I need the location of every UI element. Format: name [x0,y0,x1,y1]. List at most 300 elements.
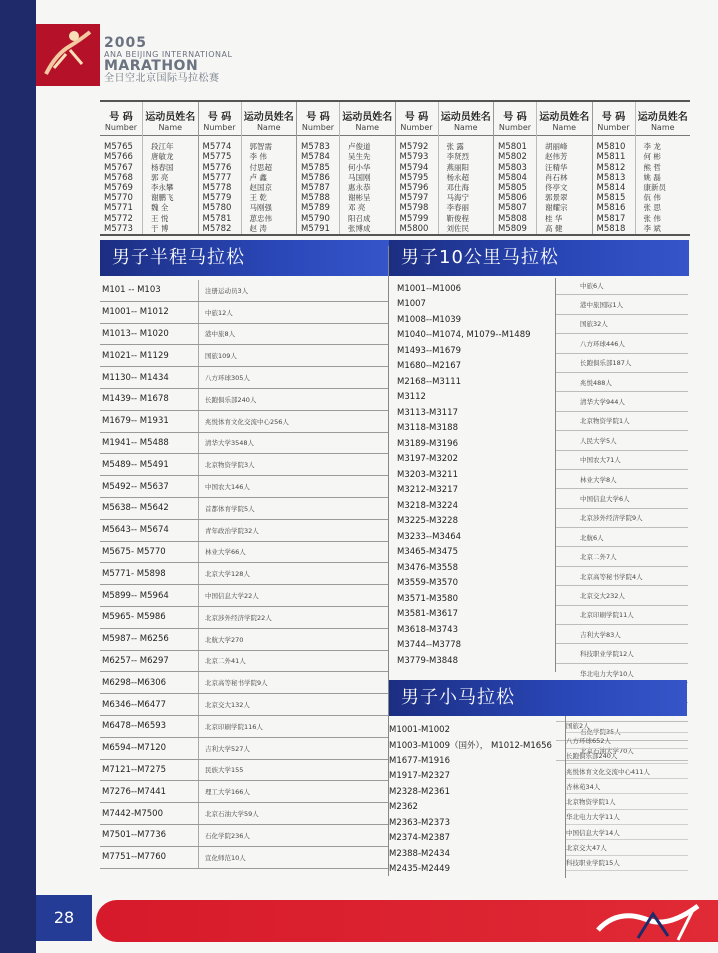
bib-number-header [199,102,241,136]
number-header-en: Number [400,123,433,132]
name-header-en: Name [453,123,478,132]
runner-logo-icon [36,24,100,86]
ten-km-bib-range-row [389,653,555,669]
bib-number-column [494,102,537,234]
ten-km-bib-range-row [389,421,555,437]
ten-km-group-name: 北京物资学院1人 [580,417,630,426]
ten-km-bib-range-row [389,312,555,328]
group-name: 中国信息大学22人 [198,585,259,606]
group-name: 港中旅8人 [198,324,235,345]
ten-km-group-name: 中国信息大学6人 [580,494,630,503]
ten-km-bib-range-row [389,638,555,654]
mini-group-name: 杏林苑34人 [566,782,601,791]
ten-km-bib-range-row [389,529,555,545]
event-year: 2005 [104,35,147,51]
mini-group-name: 北京物资学院1人 [566,798,616,807]
half-marathon-row [100,672,388,694]
ten-km-bib-range: M3233--M3464 [397,531,462,542]
ten-km-group-name-row [556,334,688,353]
bib-range: M5965- M5986 [102,612,166,623]
half-marathon-row [100,803,388,825]
mini-group-name-row [566,825,688,840]
mini-bib-range-row [389,800,565,816]
mini-group-name-row [566,810,688,825]
mini-bib-range-row [389,753,565,769]
bib-group [100,102,199,234]
group-name: 首都体育学院5人 [198,498,255,519]
runner-name-column [242,102,297,234]
runner-name-column [143,102,198,234]
mini-group-name: 科技职业学院15人 [566,859,620,868]
ten-km-group-name-row [556,451,688,470]
half-marathon-list [100,280,388,869]
number-header-cn: 号 码 [601,112,626,123]
ten-km-group-name: 吉利大学83人 [580,630,621,639]
ten-km-bib-range: M1680--M2167 [397,361,462,372]
half-marathon-row [100,280,388,302]
half-marathon-row [100,324,388,346]
mini-bib-range-row [389,831,565,847]
half-marathon-row [100,302,388,324]
ten-km-group-name-row [556,431,688,450]
bib-group [593,102,691,234]
mini-group-name-row [566,718,688,733]
event-marathon: MARATHON [104,58,199,75]
mini-group-name-row [566,733,688,748]
ten-km-group-name-row [556,315,688,334]
ten-km-bib-range: M3225-M3228 [397,516,458,527]
ten-km-bib-range-row [389,467,555,483]
ten-km-group-name: 北京印刷学院11人 [580,611,634,620]
ten-km-bib-range-row [389,514,555,530]
bib-range: M7276--M7441 [102,786,167,797]
runner-name-header [636,102,691,136]
name-header-en: Name [552,123,577,132]
bib-number-header [100,102,142,136]
bib-number-column [100,102,143,234]
ten-km-bib-range-row [389,498,555,514]
half-marathon-row [100,651,388,673]
ten-km-bib-range-row [389,281,555,297]
bib-range: M5675- M5770 [102,546,166,557]
bib-group [297,102,396,234]
bib-range: M5489-- M5491 [102,459,169,470]
ten-km-group-name: 中国农大71人 [580,456,621,465]
ten-km-group-name: 长跑俱乐部187人 [580,359,632,368]
group-name: 北京涉外经济学院22人 [198,607,272,628]
bib-range: M5771- M5898 [102,568,166,579]
number-header-cn: 号 码 [404,112,429,123]
bib-number-column [199,102,242,234]
bib-range: M1001-- M1012 [102,307,169,318]
ten-km-group-name-row [556,489,688,508]
ten-km-bib-range: M3118-M3188 [397,423,458,434]
ten-km-bib-range: M3189-M3196 [397,438,458,449]
event-title-block [104,36,232,84]
group-name: 林业大学66人 [198,542,246,563]
ten-km-group-name-row [556,412,688,431]
mini-group-name: 北京交大47人 [566,844,607,853]
name-header-cn: 运动员姓名 [440,112,491,123]
bib-range: M5987-- M6256 [102,634,169,645]
group-name: 石化学院236人 [198,825,250,846]
half-marathon-row [100,694,388,716]
bib-range: M1941-- M5488 [102,437,169,448]
group-name: 北京物资学院3人 [198,454,255,475]
number-header-cn: 号 码 [109,112,133,123]
mini-marathon-code-list [389,722,565,877]
mini-bib-range-row [389,722,565,738]
ten-km-bib-range: M3571-M3580 [397,593,458,604]
ten-km-bib-range: M3744--M3778 [397,640,462,651]
ten-km-bib-range: M3618-M3743 [397,624,458,635]
mini-marathon-title: 男子小马拉松 [401,687,515,708]
group-name: 注册运动员3人 [198,280,248,301]
event-name-en: ANA BEIJING INTERNATIONAL [104,49,233,59]
mini-group-name-row [566,764,688,779]
ten-km-bib-range-row [389,483,555,499]
bib-number-header [297,102,339,136]
ten-km-bib-range-row [389,374,555,390]
mini-group-name: 长跑俱乐部240人 [566,752,618,761]
ten-km-group-name-row [556,547,688,566]
group-name: 宣化师范10人 [198,847,246,868]
name-header-cn: 运动员姓名 [539,112,590,123]
ten-km-group-name-row [556,606,688,625]
mini-group-name-row [566,779,688,794]
ten-km-group-name: 清华大学944人 [580,398,625,407]
mini-group-name: 国旅2人 [566,721,590,730]
ten-km-bib-range: M3197-M3202 [397,454,458,465]
mini-bib-range-row [389,738,565,754]
bib-range: M6594--M7120 [102,743,167,754]
mini-bib-range: M1677-M1916 [389,755,450,766]
number-header-cn: 号 码 [306,112,330,123]
half-marathon-row [100,825,388,847]
bib-number-list: M5765 M5766 M5767 M5768 M5769 M5770 M5771 M5772 M5773 [104,142,133,234]
bib-number-table [100,100,690,236]
event-name-cn: 全日空北京国际马拉松赛 [104,72,220,84]
name-header-en: Name [158,123,183,132]
half-marathon-row [100,476,388,498]
bib-number-header [494,102,536,136]
bib-range: M1130-- M1434 [102,372,169,383]
ten-km-group-name: 人民大学5人 [580,436,617,445]
group-name: 吉利大学527人 [198,738,250,759]
ten-km-bib-range-row [389,436,555,452]
ten-km-group-name: 北京二外7人 [580,553,617,562]
ten-km-bib-range: M3212-M3217 [397,485,458,496]
mini-group-name: 华北电力大学11人 [566,813,620,822]
ten-km-bib-range: M2168--M3111 [397,376,462,387]
half-marathon-row [100,585,388,607]
ten-km-group-name-row [556,354,688,373]
bib-range: M5643-- M5674 [102,525,169,536]
ten-km-bib-range-row [389,622,555,638]
bib-number-header [593,102,635,136]
ten-km-group-name: 北京石油大学70人 [580,747,634,756]
mini-bib-range: M2435-M2449 [389,864,450,875]
mini-bib-range: M2362 [389,802,418,813]
group-name: 国旅109人 [198,345,237,366]
mini-bib-range: M1917-M2327 [389,771,450,782]
group-name: 北京大学128人 [198,563,250,584]
half-marathon-row [100,367,388,389]
runner-name-list: 郭智需 李 伟 付思超 卢 鑫 赵国京 王 乾 马刚强 葸忠伟 赵 涛 [249,142,272,233]
group-name: 中国农大146人 [198,476,250,497]
bib-range: M6298--M6306 [102,677,167,688]
ten-km-group-name-row [556,644,688,663]
ten-km-bib-range: M1008--M1039 [397,314,462,325]
mini-group-name: 八方环球652人 [566,736,611,745]
footer-red-band [96,900,718,942]
bib-number-column [593,102,636,234]
ten-km-bib-range: M1040--M1074, M1079--M1489 [397,330,531,341]
half-marathon-row [100,454,388,476]
runner-name-column [636,102,691,234]
ten-km-bib-range: M3218-M3224 [397,500,458,511]
runner-name-list: 段江年 唐敏龙 杨春国 郭 亮 李永攀 谢鹏飞 魏 全 王 悦 于 博 [151,142,174,233]
bib-number-list: M5774 M5775 M5776 M5777 M5778 M5779 M5780 M5781 M5782 [202,142,232,234]
ten-km-bib-range: M3113-M3117 [397,407,458,418]
ten-km-group-name: 北京高等秘书学院4人 [580,572,643,581]
group-name: 北京二外41人 [198,651,246,672]
bib-range: M1679-- M1931 [102,416,169,427]
group-name: 兆悦体育文化交流中心256人 [198,411,289,432]
mini-bib-range: M2388-M2434 [389,848,450,859]
group-name: 北京交大132人 [198,694,250,715]
ten-km-bib-range-row [389,452,555,468]
ten-km-group-name: 国旅32人 [580,320,608,329]
bib-number-list: M5810 M5811 M5812 M5813 M5814 M5815 M5816 M5817 M5818 [596,142,626,234]
runner-name-list: 张 露 李贤烈 燕丽阳 杨永超 邓仕海 马海宁 李春丽 靳俊程 刘佐民 [446,142,469,233]
group-name: 理工大学166人 [198,781,250,802]
runner-name-column [537,102,592,234]
half-marathon-row [100,433,388,455]
number-header-cn: 号 码 [207,112,232,123]
mini-bib-range: M2363-M2373 [389,817,450,828]
name-header-cn: 运动员姓名 [243,112,294,123]
ten-km-bib-range-row [389,405,555,421]
mini-marathon-title-bar [389,680,687,716]
half-marathon-row [100,411,388,433]
ten-km-group-name-row [556,509,688,528]
half-marathon-row [100,520,388,542]
mini-bib-range-row [389,784,565,800]
ten-km-group-name-row [556,276,688,295]
runner-name-list: 李 龙 何 彬 熊 哲 姚 磊 康新员 佤 伟 张 思 张 伟 李 斌 [643,142,666,233]
group-name: 八方环球305人 [198,367,250,388]
ten-km-group-name-row [556,295,688,314]
name-header-cn: 运动员姓名 [342,112,393,123]
bib-range: M6257-- M6297 [102,655,169,666]
name-header-en: Name [256,123,281,132]
ten-km-bib-range-row [389,607,555,623]
mini-bib-range: M1003-M1009（国外）， M1012-M1656 [389,741,552,752]
half-marathon-row [100,389,388,411]
half-marathon-row [100,607,388,629]
half-marathon-title: 男子半程马拉松 [112,247,245,268]
bib-number-header [396,102,438,136]
number-header-en: Number [203,123,236,132]
ten-km-group-name-row [556,586,688,605]
ten-km-group-name: 华北电力大学10人 [580,669,634,678]
mini-marathon-group-list [566,718,688,871]
group-name: 清华大学3548人 [198,433,254,454]
ten-km-group-name: 兆悦488人 [580,378,612,387]
ten-km-group-name: 林业大学8人 [580,475,617,484]
bib-group [199,102,298,234]
ten-km-bib-range: M1493--M1679 [397,345,462,356]
mini-bib-range-row [389,862,565,878]
ten-km-group-name: 八方环球446人 [580,339,625,348]
half-marathon-row [100,760,388,782]
ten-km-bib-range: M3779-M3848 [397,655,458,666]
runner-name-header [537,102,592,136]
runner-name-list: 卢俊道 吴生先 何小华 马国刚 惠永恭 谢彬呈 邓 亮 阳召成 张博成 [348,142,371,233]
bib-number-column [297,102,340,234]
half-marathon-row [100,542,388,564]
bib-range: M1439-- M1678 [102,394,169,405]
mini-group-name: 兆悦体育文化交流中心411人 [566,767,650,776]
group-name: 北京石油大学59人 [198,803,259,824]
ten-km-bib-range: M1001--M1006 [397,283,462,294]
half-marathon-row [100,498,388,520]
ten-km-group-name-row [556,528,688,547]
ten-km-group-name-row [556,470,688,489]
mini-bib-range: M2328-M2361 [389,786,450,797]
ten-km-code-list [389,281,555,669]
ten-km-group-name: 石化学院35人 [580,727,621,736]
runner-name-header [439,102,494,136]
half-marathon-row [100,738,388,760]
bib-number-list: M5801 M5802 M5803 M5804 M5805 M5806 M5807 M5808 M5809 [498,142,527,234]
number-header-en: Number [597,123,630,132]
mini-group-name-row [566,794,688,809]
mini-bib-range: M2374-M2387 [389,833,450,844]
ten-km-bib-range-row [389,545,555,561]
mini-group-name-row [566,749,688,764]
half-marathon-title-bar [100,240,390,276]
ten-km-group-name-row [556,373,688,392]
runner-name-column [340,102,395,234]
ten-km-bib-range-row [389,576,555,592]
group-name: 北京高等秘书学院9人 [198,672,268,693]
ten-km-group-name: 北京涉外经济学院9人 [580,514,643,523]
half-marathon-row [100,629,388,651]
left-edge-strip [0,0,36,953]
mini-bib-range-row [389,815,565,831]
half-marathon-row [100,781,388,803]
bib-range: M7121--M7275 [102,764,167,775]
bib-range: M6346--M6477 [102,699,167,710]
runner-name-list: 胡丽峰 赵伟芳 汪精华 肖石林 佟亭文 郭景翠 谢耀宗 桂 华 高 健 [545,142,568,233]
bib-range: M6478--M6593 [102,721,167,732]
ten-km-group-name-row [556,625,688,644]
half-marathon-row [100,345,388,367]
mini-group-name: 中国信息大学14人 [566,828,620,837]
bib-range: M7751--M7760 [102,852,167,863]
ten-km-group-name: 北航6人 [580,533,604,542]
mini-group-name-row [566,856,688,871]
bib-range: M1013-- M1020 [102,328,169,339]
ten-km-bib-range-row [389,343,555,359]
runner-name-column [439,102,494,234]
bib-range: M5492-- M5637 [102,481,169,492]
bib-group [494,102,593,234]
bib-number-list: M5792 M5793 M5794 M5795 M5796 M5797 M5798 M5799 M5800 [399,142,429,234]
ten-km-bib-range: M3476-M3558 [397,562,458,573]
footer-swoosh-icon [578,900,718,942]
half-marathon-row [100,716,388,738]
name-header-en: Name [650,123,675,132]
group-name: 北航大学270 [198,629,243,650]
marathon-logo [36,24,100,86]
ten-km-group-name: 北京交大232人 [580,591,625,600]
group-name: 中旅12人 [198,302,233,323]
group-name: 民族大学155 [198,760,243,781]
mini-bib-range: M1001-M1002 [389,724,450,735]
ten-km-title-bar [389,240,689,276]
half-marathon-row [100,563,388,585]
number-header-en: Number [498,123,532,132]
number-header-en: Number [104,123,138,132]
ten-km-title: 男子10公里马拉松 [401,247,559,268]
ten-km-group-name: 科技职业学院12人 [580,650,634,659]
bib-range: M7501--M7736 [102,830,167,841]
group-name: 长跑俱乐部240人 [198,389,256,410]
group-name: 青年政治学院32人 [198,520,259,541]
half-marathon-row [100,847,388,869]
ten-km-bib-range: M1007 [397,299,426,310]
mini-bib-range-row [389,846,565,862]
mini-group-name-row [566,840,688,855]
ten-km-bib-range: M3203-M3211 [397,469,458,480]
bib-number-list: M5783 M5784 M5785 M5786 M5787 M5788 M5789 M5790 M5791 [301,142,330,234]
name-header-cn: 运动员姓名 [145,112,196,123]
bib-range: M5638-- M5642 [102,503,169,514]
bib-range: M1021-- M1129 [102,350,169,361]
ten-km-bib-range-row [389,591,555,607]
ten-km-group-name: 中旅6人 [580,281,604,290]
page-number: 28 [53,908,75,927]
runner-name-header [242,102,297,136]
bib-range: M101 -- M103 [102,285,161,296]
runner-name-header [340,102,395,136]
number-header-cn: 号 码 [503,112,527,123]
ten-km-bib-range: M3112 [397,392,426,403]
ten-km-bib-range: M3465-M3475 [397,547,458,558]
number-header-en: Number [301,123,335,132]
runner-name-header [143,102,198,136]
ten-km-group-name-row [556,567,688,586]
ten-km-bib-range-row [389,297,555,313]
ten-km-bib-range: M3559-M3570 [397,578,458,589]
bib-range: M7442-M7500 [102,808,163,819]
ten-km-bib-range-row [389,359,555,375]
ten-km-bib-range-row [389,328,555,344]
name-header-en: Name [355,123,380,132]
ten-km-group-name: 港中旅国际1人 [580,301,624,310]
bib-range: M5899-- M5964 [102,590,169,601]
bib-group [396,102,495,234]
group-name: 北京印刷学院116人 [198,716,263,737]
mini-bib-range-row [389,769,565,785]
ten-km-bib-range-row [389,390,555,406]
ten-km-group-name-row [556,392,688,411]
name-header-cn: 运动员姓名 [637,112,688,123]
ten-km-bib-range-row [389,560,555,576]
